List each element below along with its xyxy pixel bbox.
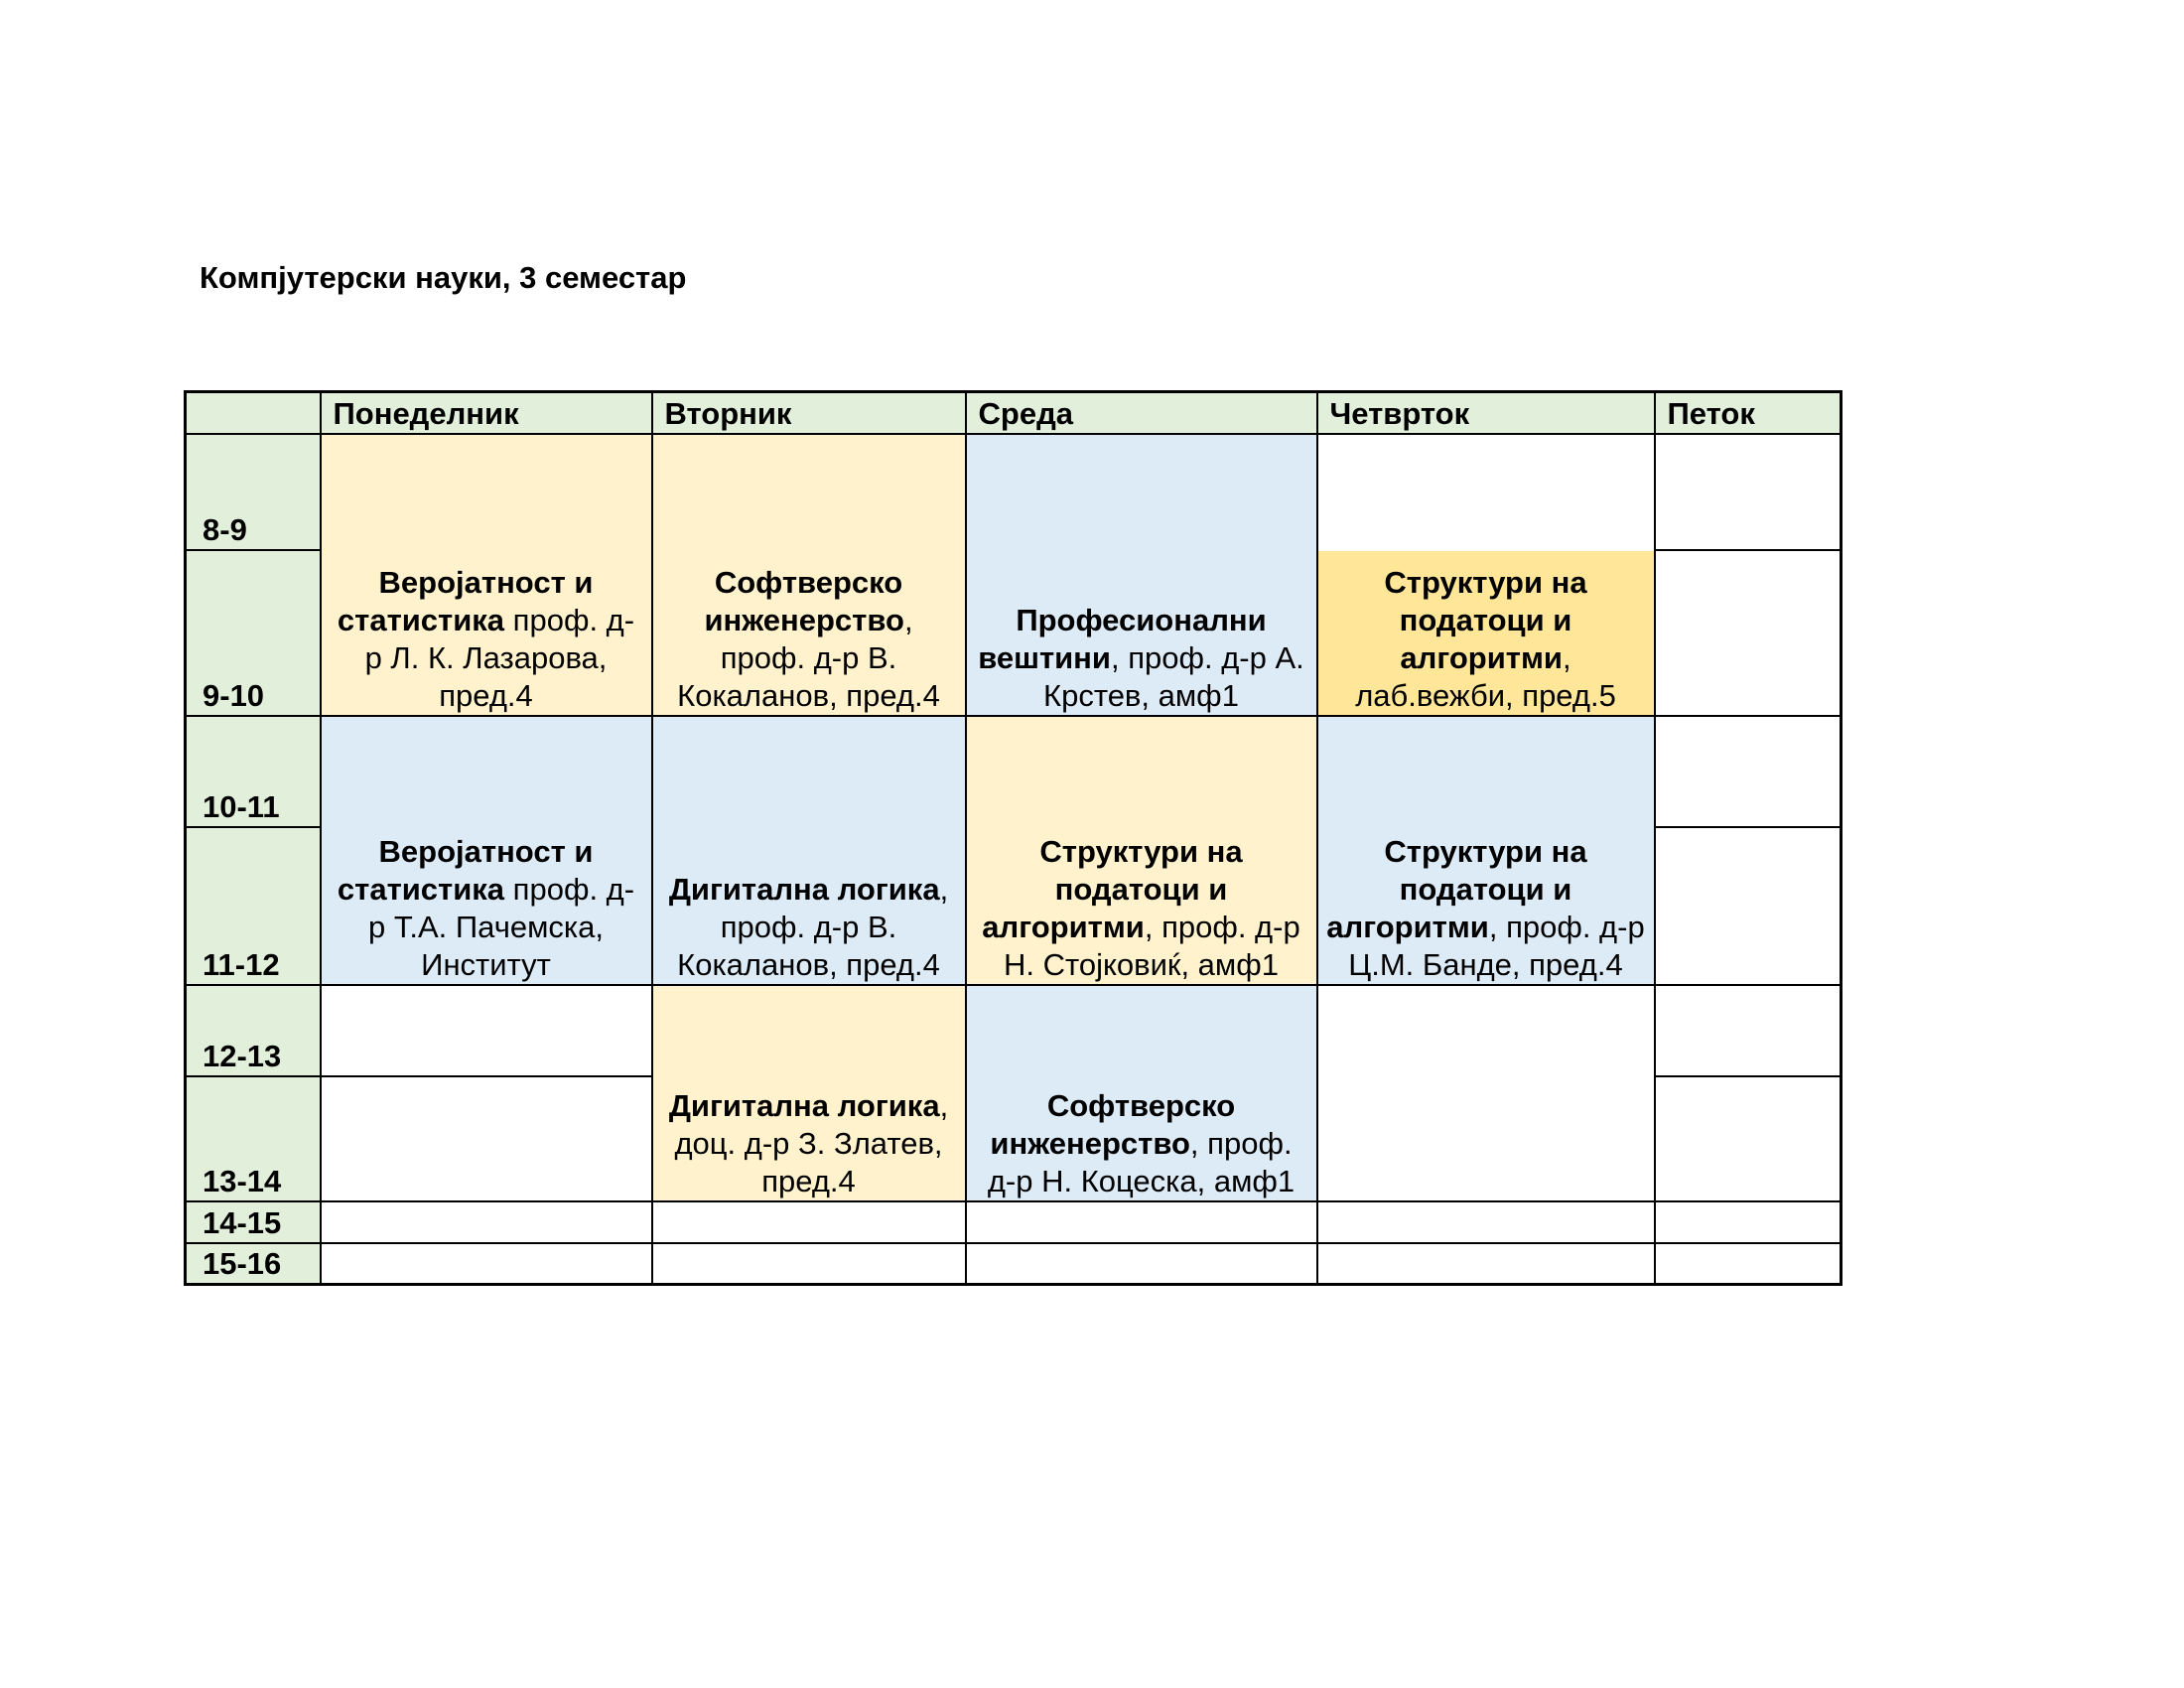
time-row: [186, 1201, 1842, 1243]
time-row: [186, 716, 1842, 827]
day-header-wednesday: Среда: [966, 392, 1317, 434]
class-cell-tuesday-lecture: Дигитална логика, доц. д-р З. Златев, пред.4: [652, 985, 966, 1201]
class-details: лаб.вежби, пред.5: [1355, 677, 1616, 713]
day-header-friday: Петок: [1655, 392, 1842, 434]
class-name: Структури на податоци и алгоритми: [1384, 564, 1587, 675]
empty-cell: [1655, 1243, 1842, 1285]
time-label: 13-14: [186, 1076, 321, 1201]
class-cell-tuesday-lecture: Софтверско инженерство, проф. д-р В. Кокаланов, пред.4: [652, 434, 966, 716]
class-cell-wednesday-exercise: Софтверско инженерство, проф. д-р Н. Коцеска, амф1: [966, 985, 1317, 1201]
class-name: Дигитална логика: [668, 1087, 940, 1123]
class-name: Веројатност и статистика: [337, 833, 594, 907]
empty-cell: [1655, 1201, 1842, 1243]
class-name: Софтверско инженерство: [990, 1087, 1236, 1161]
day-header-tuesday: Вторник: [652, 392, 966, 434]
empty-cell: [1317, 1243, 1655, 1285]
class-name: Софтверско инженерство: [704, 564, 904, 637]
class-name: Структури на податоци и алгоритми: [1326, 833, 1587, 944]
class-name: Веројатност и статистика: [337, 564, 594, 637]
empty-cell: [1655, 1076, 1842, 1201]
empty-cell: [1317, 985, 1655, 1201]
time-label: 10-11: [186, 716, 321, 827]
empty-cell: [321, 1201, 652, 1243]
time-label: 9-10: [186, 550, 321, 716]
time-label: 15-16: [186, 1243, 321, 1285]
class-details: проф. д-р Н. Стојковиќ, амф1: [1003, 909, 1300, 982]
schedule-table: [184, 390, 1843, 1286]
class-cell-wednesday-lecture: Професионални вештини, проф. д-р А. Крстев, амф1: [966, 434, 1317, 716]
empty-cell: [1655, 827, 1842, 985]
empty-cell: [1655, 985, 1842, 1076]
class-details: проф. д-р Н. Коцеска, амф1: [987, 1125, 1296, 1198]
class-cell-wednesday-lecture: Структури на податоци и алгоритми, проф. д-р Н. Стојковиќ, амф1: [966, 716, 1317, 985]
time-row: [186, 985, 1842, 1076]
day-header-monday: Понеделник: [321, 392, 652, 434]
corner-cell: [186, 392, 321, 434]
class-name: Структури на податоци и алгоритми: [982, 833, 1243, 944]
class-cell-thursday-lecture: Структури на податоци и алгоритми, проф. д-р Ц.М. Банде, пред.4: [1317, 716, 1655, 985]
empty-cell: [1655, 550, 1842, 716]
class-details: проф. д-р В. Кокаланов, пред.4: [677, 639, 940, 713]
empty-cell: [321, 1076, 652, 1201]
time-label: 14-15: [186, 1201, 321, 1243]
class-details: проф. д-р Ц.М. Банде, пред.4: [1348, 909, 1645, 982]
empty-cell: [1655, 434, 1842, 550]
empty-cell: [1317, 434, 1655, 550]
class-details: проф. д-р Т.А. Пачемска, Институт: [367, 871, 635, 982]
class-cell-thursday-lab: Структури на податоци и алгоритми, лаб.вежби, пред.5: [1317, 550, 1655, 716]
time-label: 11-12: [186, 827, 321, 985]
empty-cell: [966, 1201, 1317, 1243]
class-cell-tuesday-exercise: Дигитална логика, проф. д-р В. Кокаланов, пред.4: [652, 716, 966, 985]
time-row: [186, 434, 1842, 550]
class-name: Професионални вештини: [978, 602, 1267, 675]
class-details: проф. д-р Л. К. Лазарова, пред.4: [364, 602, 635, 713]
empty-cell: [652, 1243, 966, 1285]
day-header-thursday: Четврток: [1317, 392, 1655, 434]
empty-cell: [321, 1243, 652, 1285]
header-row: [186, 392, 1842, 434]
empty-cell: [1655, 716, 1842, 827]
class-details: проф. д-р А. Крстев, амф1: [1043, 639, 1304, 713]
class-details: проф. д-р В. Кокаланов, пред.4: [677, 909, 940, 982]
empty-cell: [966, 1243, 1317, 1285]
time-row: [186, 1243, 1842, 1285]
class-cell-monday-exercise: [321, 716, 652, 985]
class-cell-monday-lecture: [321, 434, 652, 716]
empty-cell: [652, 1201, 966, 1243]
empty-cell: [1317, 1201, 1655, 1243]
class-details: доц. д-р З. Златев, пред.4: [674, 1125, 943, 1198]
time-label: 8-9: [186, 434, 321, 550]
page-title: Компјутерски науки, 3 семестар: [200, 260, 687, 295]
class-name: Дигитална логика: [668, 871, 940, 907]
empty-cell: [321, 985, 652, 1076]
time-label: 12-13: [186, 985, 321, 1076]
